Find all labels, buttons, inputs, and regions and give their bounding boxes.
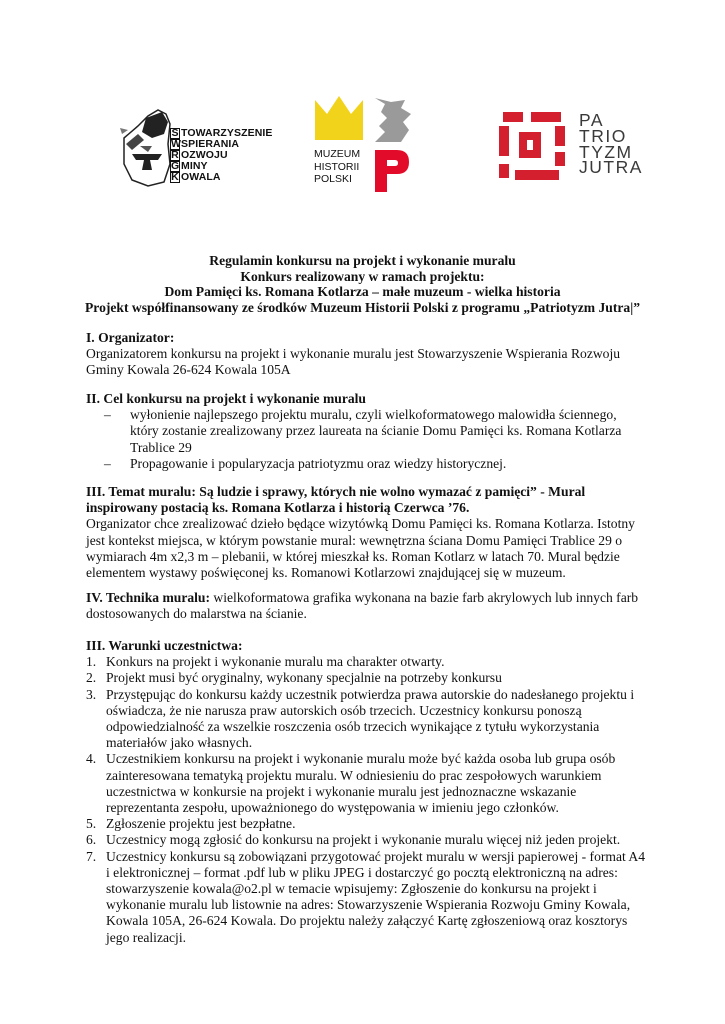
section-organizer: [86, 330, 646, 379]
section-heading: IV. Technika muralu:: [86, 590, 211, 605]
title-line: Dom Pamięci ks. Romana Kotlarza – małe muzeum - wielka historia: [164, 284, 561, 300]
section-heading: II. Cel konkursu na projekt i wykonanie muralu: [86, 391, 366, 406]
list-item: – Propagowanie i popularyzacja patriotyzmu oraz wiedzy historycznej.: [86, 456, 646, 472]
list-item: 6. Uczestnicy mogą zgłosić do konkursu na projekt i wykonanie muralu więcej niż jeden projekt.: [86, 832, 621, 848]
section-goal: [86, 391, 646, 472]
patriotism-logo-text: PA TRIO TYZM JUTRA: [579, 110, 643, 178]
section-heading: III. Temat muralu: Są ludzie i sprawy, których nie wolno wymazać z pamięci” - Mural inspirowany postacią ks. Romana Kotlarza i historią Czerwca ’76.: [86, 484, 586, 516]
eagle-icon: [371, 96, 413, 144]
list-item: 5. Zgłoszenie projektu jest bezpłatne.: [86, 816, 296, 832]
museum-logo-text: MUZEUM HISTORII POLSKI: [314, 148, 361, 185]
list-item: 1. Konkurs na projekt i wykonanie muralu ma charakter otwarty.: [86, 654, 445, 670]
title-line: Projekt współfinansowany ze środków Muzeum Historii Polski z programu „Patriotyzm Jutra|”: [84, 299, 641, 315]
section-body: wielkoformatowa grafika wykonana na bazie farb akrylowych lub innych farb dostosowanych do malarstwa na ścianie.: [86, 590, 639, 622]
list-item: 2. Projekt musi być oryginalny, wykonany specjalnie na potrzeby konkursu: [86, 670, 502, 686]
list-item: 4. Uczestnikiem konkursu na projekt i wykonanie muralu może być każda osoba lub grupa osób zainteresowana tematyką projektu muralu. W odniesieniu do prac zespołowych warunkiem uczestnictwa w konkursie na projekt i wykonanie muralu jest jednoznaczne wskazanie reprezentanta zespołu, upoważnionego do występowania w imieniu jego członków.: [86, 751, 616, 816]
section-technique: [86, 590, 646, 622]
conditions-list: [86, 654, 646, 946]
section-heading: III. Warunki uczestnictwa:: [86, 638, 243, 653]
patriotism-square-icon: [497, 110, 569, 182]
p-letter-icon: [371, 148, 411, 194]
list-item: 3. Przystępując do konkursu każdy uczestnik potwierdza prawa autorskie do nadesłanego projektu i oświadcza, że nie narusza praw autorskich osób trzecich. Uczestnicy konkursu ponoszą odpowiedzialność za wszelkie roszczenia osób trzecich wynikające z tytułu wykorzystania materiałów jako własnych.: [86, 686, 635, 751]
museum-logo: [313, 96, 413, 196]
section-heading: I. Organizator:: [86, 330, 175, 345]
section-body: Organizator chce zrealizować dzieło będące wizytówką Domu Pamięci ks. Romana Kotlarza. Istotny jest kontekst miejsca, w którym powstanie mural: wewnętrzna ściana Domu Pamięci Trablice 29 o wymiarach 4m x2,3 m – plebanii, w której mieszkał ks. Roman Kotlarz w latach 70. Mural będzie elementem wystawy poświęconej ks. Romanowi Kotlarzowi znajdującej się w muzeum.: [86, 516, 635, 581]
document-title: [60, 253, 665, 315]
section-theme: [86, 484, 646, 581]
list-item: – wyłonienie najlepszego projektu muralu, czyli wielkoformatowego malowidła ściennego, który zostanie zrealizowany przez laureata na ścianie Domu Pamięci ks. Romana Kotlarza Trablice 29: [86, 407, 646, 456]
goal-list: [86, 407, 646, 472]
patriotism-logo: [497, 110, 647, 182]
title-line: Konkurs realizowany w ramach projektu:: [240, 268, 485, 284]
anvil-emblem-icon: [118, 104, 174, 194]
section-conditions: [86, 638, 646, 946]
section-body: Organizatorem konkursu na projekt i wykonanie muralu jest Stowarzyszenie Wspierania Rozwoju Gminy Kowala 26-624 Kowala 105A: [86, 346, 621, 378]
association-logo: [118, 104, 288, 194]
list-item: 7. Uczestnicy konkursu są zobowiązani przygotować projekt muralu w wersji papierowej - format A4 i elektronicznej – format .pdf lub w pliku JPEG i dostarczyć go pocztą elektroniczną na adres: stowarzyszenie kowala@o2.pl w temacie wpisujemy: Zgłoszenie do konkursu na projekt i wykonanie muralu lub listownie na adres: Stowarzyszenie Wspierania Rozwoju Gminy Kowala, Kowala 105A, 26-624 Kowala. Do projektu należy załączyć Kartę zgłoszeniową oraz kosztorys jego realizacji.: [86, 848, 646, 945]
association-logo-text: S TOWARZYSZENIE WSPIERANIA R OZWOJU G MINY K OWALA: [171, 127, 273, 183]
title-line: Regulamin konkursu na projekt i wykonanie muralu: [209, 253, 516, 268]
crown-icon: [313, 96, 365, 142]
